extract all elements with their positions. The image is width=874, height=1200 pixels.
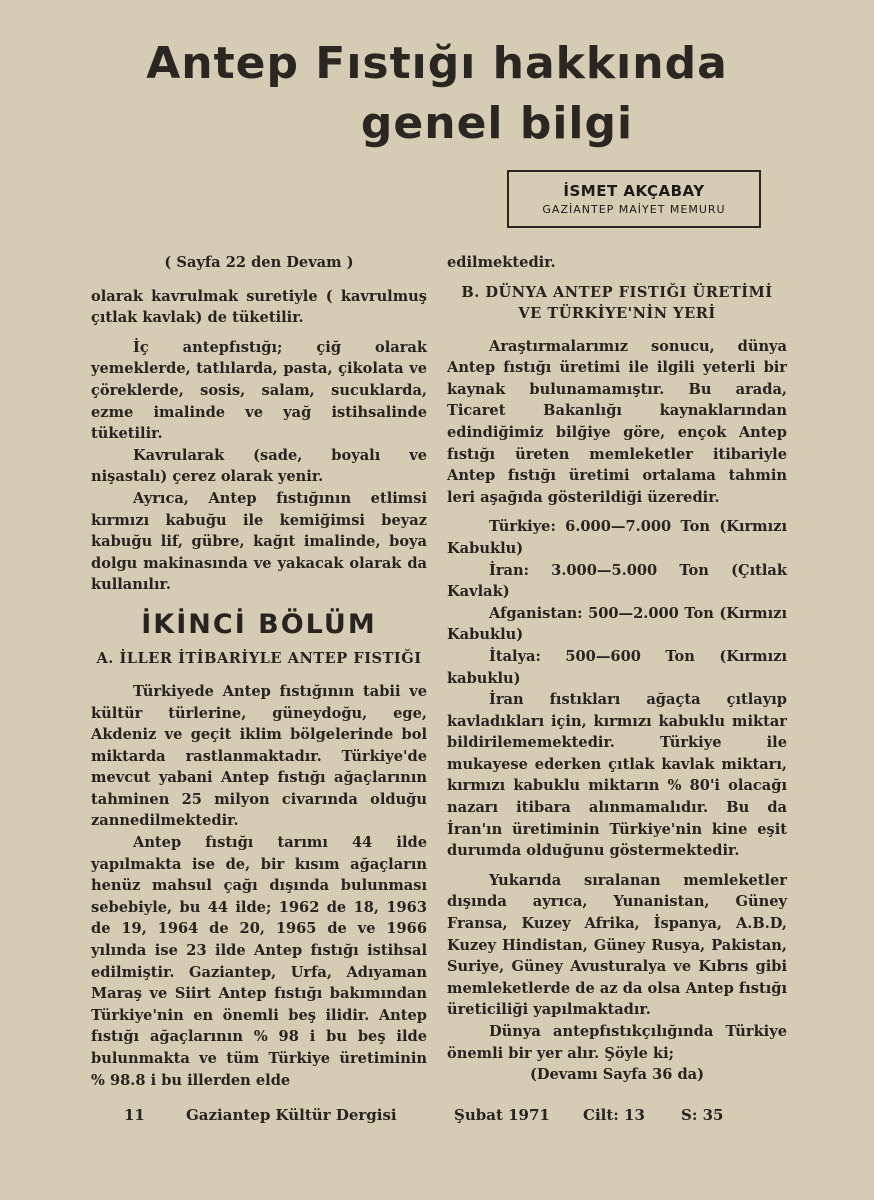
continued-from-note: ( Sayfa 22 den Devam ) (164, 254, 354, 271)
paragraph: Antep fıstığı tarımı 44 ilde yapılmakta ise de, bir kısım ağaçların henüz mahsul çağı dışında bulunması sebebiyle, bu 44 ilde; 1962 de 18, 1963 de 19, 1964 de 20, 1965 de ve 1966 yılında ise 23 ilde Antep fıstığı istihsal edilmiştir. Gaziantep, Urfa, Adıyaman Maraş ve Siirt Antep fıstığı bakımından Türkiye'nin en önemli beş ilidir. Antep fıstığı ağaçlarının % 98 i bu beş ilde bulunmakta ve tüm Türkiye üretiminin % 98.8 i bu illerden elde (91, 834, 427, 1089)
continued-to-note: (Devamı Sayfa 36 da) (529, 1066, 705, 1084)
paragraph: Araştırmalarımız sonucu, dünya Antep fıstığı üretimi ile ilgili yeterli bir kaynak bulunamamıştır. Bu arada, Ticaret Bakanlığı kaynaklarından edindiğimiz bilğiye göre, ençok Antep fıstığı üreten memleketler itibariyle Antep fıstığı üretimi ortalama tahmin leri aşağıda gösterildiği üzeredir. (447, 337, 787, 506)
right-column (447, 252, 787, 1086)
paragraph: Dünya antepfıstıkçılığında Türkiye önemli bir yer alır. Şöyle ki; (447, 1023, 787, 1062)
subheading-b: B. DÜNYA ANTEP FISTIĞI ÜRETİMİ VE TÜRKİYE'NİN YERİ (461, 283, 773, 322)
left-column (91, 252, 427, 1091)
page-number: 11 (124, 1106, 145, 1124)
paragraph: İç antepfıstığı; çiğ olarak yemeklerde, tatlılarda, pasta, çikolata ve çöreklerde, sosis, salam, sucuklarda, ezme imalinde ve yağ istihsalinde tüketilir. (91, 338, 427, 443)
production-entry-turkiye: Türkiye: 6.000—7.000 Ton (Kırmızı Kabuklu) (447, 518, 787, 557)
section-title: İKİNCİ BÖLÜM (141, 608, 377, 640)
paragraph: Ayrıca, Antep fıstığının etlimsi kırmızı kabuğu ile kemiğimsi beyaz kabuğu lif, gübre, kağıt imalinde, boya dolgu makinasında ve yakacak olarak da kullanılır. (91, 489, 427, 594)
article-title-line2: genel bilgi (360, 98, 634, 149)
volume-number: Cilt: 13 (583, 1106, 645, 1124)
author-box (507, 170, 761, 228)
production-entry-afganistan: Afganistan: 500—2.000 Ton (Kırmızı Kabuklu) (447, 604, 787, 644)
magazine-name: Gaziantep Kültür Dergisi (186, 1106, 397, 1124)
production-entry-iran: İran: 3.000—5.000 Ton (Çıtlak Kavlak) (447, 561, 787, 601)
paragraph: Kavrularak (sade, boyalı ve nişastalı) çerez olarak yenir. (91, 446, 427, 486)
subheading-a: A. İLLER İTİBARİYLE ANTEP FISTIĞI (96, 649, 422, 667)
paragraph: Yukarıda sıralanan memleketler dışında ayrıca, Yunanistan, Güney Fransa, Kuzey Afrika, İspanya, A.B.D, Kuzey Hindistan, Güney Rusya, Pakistan, Suriye, Güney Avusturalya ve Kıbrıs gibi memleketlerde de az da olsa Antep fıstığı üreticiliği yapılmaktadır. (447, 871, 787, 1019)
paragraph: edilmektedir. (447, 254, 556, 271)
article-title-line1: Antep Fıstığı hakkında (146, 38, 728, 89)
paragraph: olarak kavrulmak suretiyle ( kavrulmuş çıtlak kavlak) de tüketilir. (91, 287, 427, 327)
issue-number: S: 35 (681, 1106, 724, 1124)
author-role: GAZİANTEP MAİYET MEMURU (542, 203, 726, 216)
production-entry-italya: İtalya: 500—600 Ton (Kırmızı kabuklu) (447, 647, 787, 687)
paragraph: Türkiyede Antep fıstığının tabii ve kültür türlerine, güneydoğu, ege, Akdeniz ve geçit iklim bölgelerinde bol miktarda rastlanmaktadır. Türkiye'de mevcut yabani Antep fıstığı ağaçlarının tahminen 25 milyon civarında olduğu zannedilmektedir. (91, 682, 427, 830)
author-name: İSMET AKÇABAY (563, 182, 705, 200)
issue-date: Şubat 1971 (454, 1106, 550, 1124)
paragraph: İran fıstıkları ağaçta çıtlayıp kavladıkları için, kırmızı kabuklu miktar bildirilememektedir. Türkiye ile mukayese ederken çıtlak kavlak miktarı, kırmızı kabuklu miktarın % 80'i olacağı nazarı itibara alınmamalıdır. Bu da İran'ın üretiminin Türkiye'nin kine eşit durumda olduğunu göstermektedir. (447, 691, 787, 860)
